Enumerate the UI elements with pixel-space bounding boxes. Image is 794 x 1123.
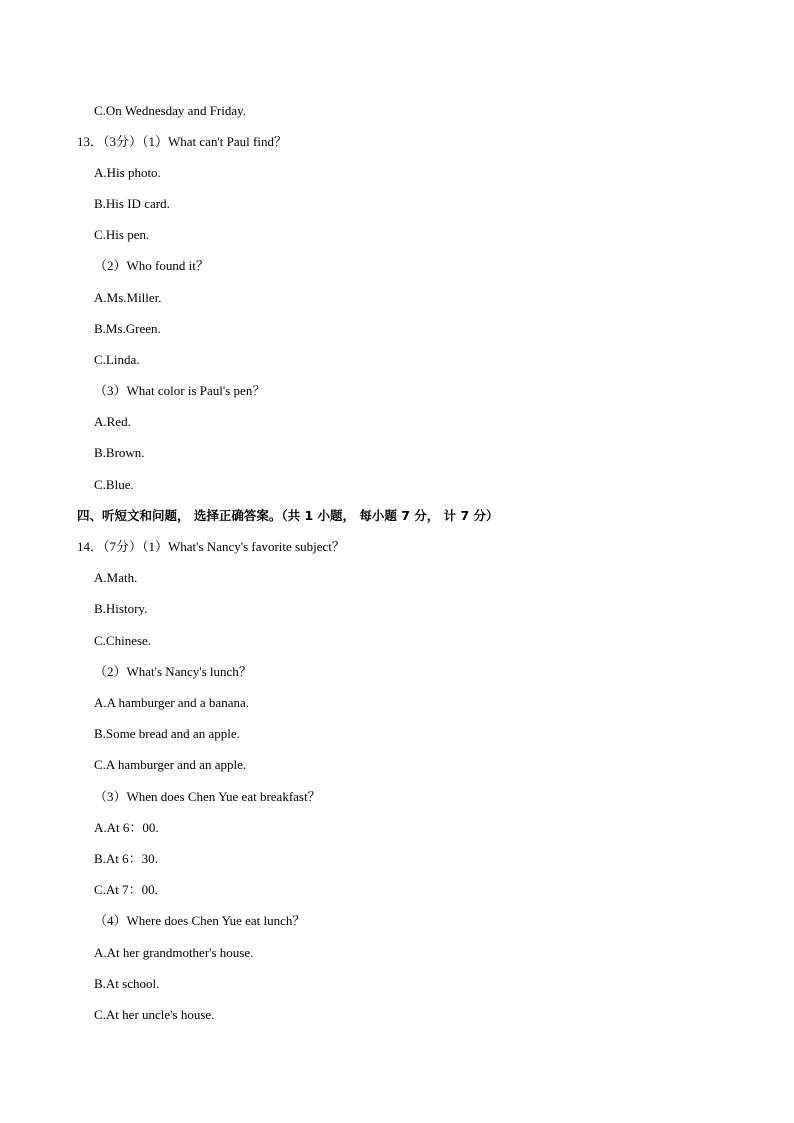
question-13-part-3: （3）What color is Paul's pen？ <box>94 383 266 398</box>
question-14-part-2: （2）What's Nancy's lunch？ <box>94 664 252 679</box>
question-13-part-1: 13．（3分）（1）What can't Paul find？ <box>77 134 287 149</box>
option-14-2a: A.A hamburger and a banana. <box>94 695 249 710</box>
option-14-2c: C.A hamburger and an apple. <box>94 757 247 772</box>
option-13-1a: A.His photo. <box>94 165 161 180</box>
question-14-part-3: （3）When does Chen Yue eat breakfast？ <box>94 789 321 804</box>
option-14-3b: B.At 6：30. <box>94 851 158 866</box>
option-13-2b: B.Ms.Green. <box>94 321 161 336</box>
option-14-4a: A.At her grandmother's house. <box>94 945 254 960</box>
option-13-2c: C.Linda. <box>94 352 140 367</box>
option-14-4c: C.At her uncle's house. <box>94 1007 215 1022</box>
option-14-1a: A.Math. <box>94 570 138 585</box>
question-14-part-4: （4）Where does Chen Yue eat lunch？ <box>94 913 306 928</box>
option-13-3b: B.Brown. <box>94 445 145 460</box>
option-13-3a: A.Red. <box>94 414 131 429</box>
question-14-part-1: 14．（7分）（1）What's Nancy's favorite subject？ <box>77 539 345 554</box>
option-13-1b: B.His ID card. <box>94 196 170 211</box>
option-14-3c: C.At 7：00. <box>94 882 158 897</box>
option-14-1c: C.Chinese. <box>94 633 152 648</box>
section-heading-4: 四、听短文和问题， 选择正确答案。（共 1 小题， 每小题 7 分， 计 7 分） <box>77 508 499 523</box>
option-12c: C.On Wednesday and Friday. <box>94 103 247 118</box>
option-14-2b: B.Some bread and an apple. <box>94 726 240 741</box>
option-13-3c: C.Blue. <box>94 477 134 492</box>
option-14-4b: B.At school. <box>94 976 160 991</box>
option-13-1c: C.His pen. <box>94 227 150 242</box>
option-14-3a: A.At 6：00. <box>94 820 159 835</box>
question-13-part-2: （2）Who found it？ <box>94 258 209 273</box>
option-13-2a: A.Ms.Miller. <box>94 290 162 305</box>
option-14-1b: B.History. <box>94 601 148 616</box>
